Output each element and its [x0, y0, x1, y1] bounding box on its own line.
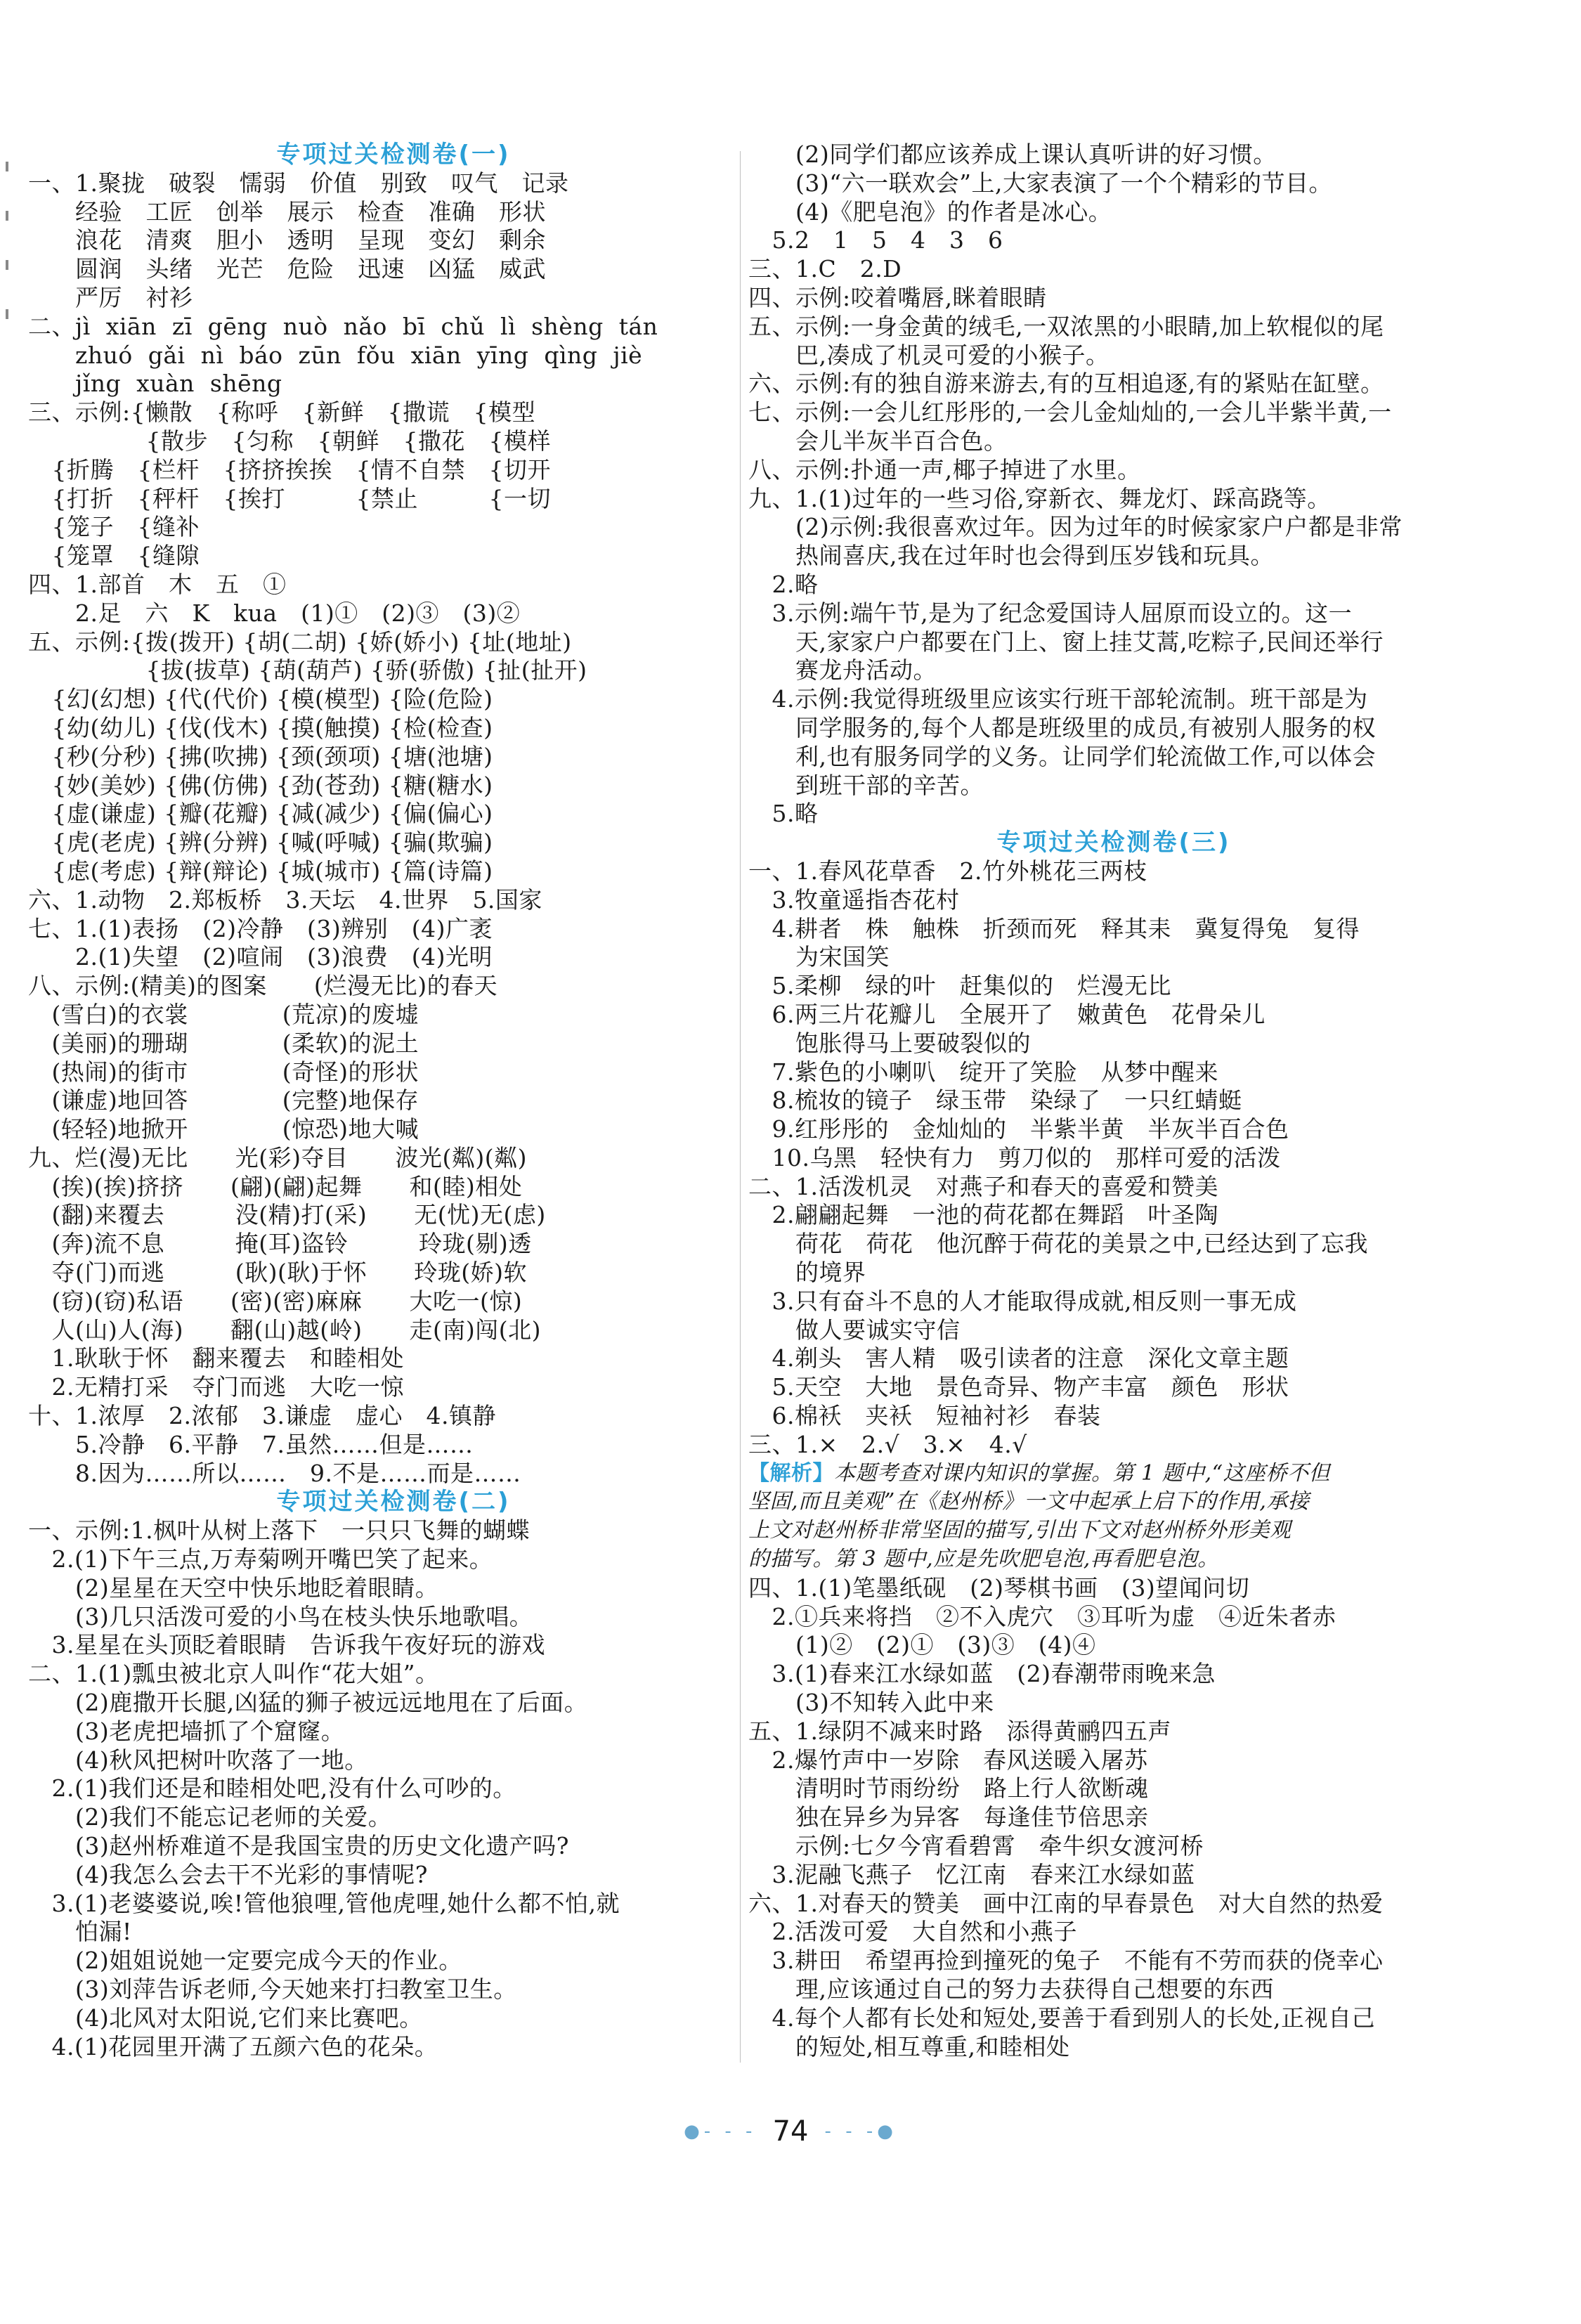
- answer-line: 八、示例:扑通一声,椰子掉进了水里。: [748, 455, 1141, 483]
- section-heading: 专项过关检测卷(二): [276, 1488, 511, 1517]
- section-heading: 专项过关检测卷(三): [996, 829, 1231, 857]
- answer-line: 十、1.浓厚 2.浓郁 3.谦虚 虚心 4.镇静: [28, 1402, 496, 1430]
- answer-line: 六、示例:有的独自游来游去,有的互相追逐,有的紧贴在缸壁。: [748, 370, 1384, 398]
- answer-line: 1.耿耿于怀 翻来覆去 和睦相处: [28, 1344, 404, 1372]
- answer-line: (2)星星在天空中快乐地眨着眼睛。: [28, 1573, 439, 1602]
- answer-line: 夺(门)而逃 (耿)(耿)于怀 玲珑(娇)软: [28, 1259, 527, 1287]
- answer-line: 8.梳妆的镜子 绿玉带 染绿了 一只红蜻蜓: [748, 1086, 1242, 1115]
- answer-line: 3.耕田 希望再捡到撞死的兔子 不能有不劳而获的侥幸心: [748, 1947, 1384, 1975]
- page-footer: [0, 2115, 1581, 2148]
- answer-line: 3.星星在头顶眨着眼睛 告诉我午夜好玩的游戏: [28, 1631, 545, 1659]
- answer-line: (3)不知转入此中来: [748, 1689, 994, 1717]
- answer-line: 4.每个人都有长处和短处,要善于看到别人的长处,正视自己: [748, 2004, 1375, 2032]
- answer-line: (4)我怎么会去干不光彩的事情呢?: [28, 1860, 428, 1888]
- answer-line: 的短处,相互尊重,和睦相处: [748, 2032, 1070, 2060]
- answer-line: (3)老虎把墙抓了个窟窿。: [28, 1717, 345, 1745]
- answer-line: 做人要诚实守信: [748, 1316, 961, 1344]
- answer-line: 怕漏!: [28, 1918, 132, 1946]
- answer-line: 5.冷静 6.平静 7.虽然……但是……: [28, 1430, 474, 1458]
- answer-line: jǐng xuàn shēng: [28, 370, 282, 398]
- answer-line: 九、烂(漫)无比 光(彩)夺目 波光(粼)(粼): [28, 1143, 527, 1171]
- answer-line: 2.略: [748, 570, 819, 598]
- answer-line: 五、示例:一身金黄的绒毛,一双浓黑的小眼睛,加上软棍似的尾: [748, 312, 1384, 340]
- answer-line: 2.活泼可爱 大自然和小燕子: [748, 1918, 1077, 1946]
- answer-line: (1)② (2)① (3)③ (4)④: [748, 1631, 1096, 1659]
- analysis-note-line: [748, 1517, 1479, 1545]
- answer-line: (3)“六一联欢会”上,大家表演了一个个精彩的节目。: [748, 169, 1332, 197]
- analysis-note-line: [748, 1545, 1479, 1574]
- column-divider: [740, 151, 741, 2063]
- answer-line: {妙(美妙) {佛(仿佛) {劲(苍劲) {糖(糖水): [28, 771, 493, 799]
- answer-line: 4.耕者 株 触株 折颈而死 释其耒 冀复得兔 复得: [748, 914, 1360, 942]
- answer-line: 6.两三片花瓣儿 全展开了 嫩黄色 花骨朵儿: [748, 1000, 1266, 1028]
- answer-line: 五、示例:{拨(拨开) {胡(二胡) {娇(娇小) {址(地址): [28, 628, 572, 656]
- answer-line: (4)《肥皂泡》的作者是冰心。: [748, 197, 1112, 226]
- footer-right-ornament: - - -●: [824, 2121, 897, 2142]
- answer-line: 的境界: [748, 1259, 866, 1287]
- answer-line: 六、1.动物 2.郑板桥 3.天坛 4.世界 5.国家: [28, 885, 542, 914]
- analysis-text: 坚固,而且美观”在《赵州桥》一文中起承上启下的作用,承接: [748, 1489, 1310, 1514]
- answer-line: {秒(分秒) {拂(吹拂) {颈(颈项) {塘(池塘): [28, 742, 493, 770]
- answer-line: 八、示例:(精美)的图案 (烂漫无比)的春天: [28, 972, 498, 1000]
- answer-line: 二、jì xiān zī gēng nuò nǎo bī chǔ lì shèng tán: [28, 312, 658, 340]
- answer-line: 6.棉袄 夹袄 短袖衬衫 春装: [748, 1402, 1101, 1430]
- answer-line: 8.因为……所以…… 9.不是……而是……: [28, 1459, 521, 1487]
- answer-line: 到班干部的辛苦。: [748, 771, 984, 799]
- answer-line: (4)北风对太阳说,它们来比赛吧。: [28, 2004, 423, 2032]
- analysis-note-line: [748, 1488, 1479, 1517]
- answer-line: 四、1.部首 木 五 ①: [28, 570, 287, 598]
- answer-line: 4.示例:我觉得班级里应该实行班干部轮流制。班干部是为: [748, 685, 1368, 713]
- answer-line: 2.无精打采 夺门而逃 大吃一惊: [28, 1373, 404, 1401]
- answer-line: (谦虚)地回答 (完整)地保存: [28, 1086, 419, 1115]
- answer-line: 一、示例:1.枫叶从树上落下 一只只飞舞的蝴蝶: [28, 1517, 531, 1545]
- answer-line: (奔)流不息 掩(耳)盗铃 玲珑(剔)透: [28, 1230, 532, 1258]
- answer-line: 六、1.对春天的赞美 画中江南的早春景色 对大自然的热爱: [748, 1889, 1384, 1917]
- answer-line: 九、1.(1)过年的一些习俗,穿新衣、舞龙灯、踩高跷等。: [748, 484, 1331, 512]
- answer-line: (2)我们不能忘记老师的关爱。: [28, 1803, 392, 1831]
- answer-line: 独在异乡为异客 每逢佳节倍思亲: [748, 1803, 1149, 1831]
- answer-line: 五、1.绿阴不减来时路 添得黄鹂四五声: [748, 1717, 1171, 1745]
- analysis-text: 本题考查对课内知识的掌握。第 1 题中,“这座桥不但: [834, 1460, 1331, 1486]
- answer-line: 2.爆竹声中一岁除 春风送暖入屠苏: [748, 1746, 1148, 1774]
- answer-line: 10.乌黑 轻快有力 剪刀似的 那样可爱的活泼: [748, 1143, 1281, 1171]
- answer-line: 二、1.(1)瓢虫被北京人叫作“花大姐”。: [28, 1660, 439, 1688]
- answer-line: 巴,凑成了机灵可爱的小猴子。: [748, 341, 1110, 369]
- answer-line: 理,应该通过自己的努力去获得自己想要的东西: [748, 1975, 1274, 2003]
- answer-line: 5.天空 大地 景色奇异、物产丰富 颜色 形状: [748, 1373, 1289, 1401]
- answer-line: 二、1.活泼机灵 对燕子和春天的喜爱和赞美: [748, 1172, 1218, 1200]
- answer-line: 一、1.春风花草香 2.竹外桃花三两枝: [748, 857, 1147, 885]
- answer-line: 3.示例:端午节,是为了纪念爱国诗人屈原而设立的。这一: [748, 599, 1353, 627]
- answer-line: {笼子 {缝补: [28, 513, 200, 541]
- answer-line: 3.牧童遥指杏花村: [748, 885, 960, 914]
- answer-line: (2)姐姐说她一定要完成今天的作业。: [28, 1947, 462, 1975]
- answer-line: 4.(1)花园里开满了五颜六色的花朵。: [28, 2032, 438, 2060]
- section-heading: 专项过关检测卷(一): [276, 141, 511, 169]
- analysis-tag: 【解析】: [748, 1460, 834, 1486]
- answer-line: 利,也有服务同学的义务。让同学们轮流做工作,可以体会: [748, 742, 1376, 770]
- answer-line: 七、示例:一会儿红彤彤的,一会儿金灿灿的,一会儿半紫半黄,一: [748, 398, 1392, 427]
- page-number: 74: [772, 2115, 809, 2148]
- answer-line: (2)鹿撒开长腿,凶猛的狮子被远远地甩在了后面。: [28, 1689, 588, 1717]
- footer-left-ornament: ●- - -: [684, 2121, 757, 2142]
- answer-line: 2.①兵来将挡 ②不入虎穴 ③耳听为虚 ④近朱者赤: [748, 1602, 1336, 1630]
- answer-line: (美丽)的珊瑚 (柔软)的泥土: [28, 1029, 419, 1057]
- answer-line: {虚(谦虚) {瓣(花瓣) {减(减少) {偏(偏心): [28, 800, 493, 828]
- answer-line: 七、1.(1)表扬 (2)冷静 (3)辨别 (4)广袤: [28, 914, 493, 942]
- answer-line: 会儿半灰半百合色。: [748, 427, 1008, 455]
- answer-line: 为宋国笑: [748, 943, 890, 971]
- answer-line: 严厉 衬衫: [28, 283, 193, 311]
- answer-line: 天,家家户户都要在门上、窗上挂艾蒿,吃粽子,民间还举行: [748, 628, 1384, 656]
- answer-line: (3)几只活泼可爱的小鸟在枝头快乐地歌唱。: [28, 1602, 533, 1630]
- answer-line: 四、1.(1)笔墨纸砚 (2)琴棋书画 (3)望闻问切: [748, 1573, 1250, 1602]
- answer-line: 三、示例:{懒散 {称呼 {新鲜 {撒谎 {模型: [28, 398, 536, 427]
- answer-line: 2.翩翩起舞 一池的荷花都在舞蹈 叶圣陶: [748, 1201, 1218, 1229]
- answer-line: (挨)(挨)挤挤 (翩)(翩)起舞 和(睦)相处: [28, 1172, 523, 1200]
- answer-line: {虑(考虑) {辩(辩论) {城(城市) {篇(诗篇): [28, 857, 493, 885]
- answer-line: {拔(拔草) {葫(葫芦) {骄(骄傲) {扯(扯开): [28, 656, 587, 684]
- answer-line: 3.泥融飞燕子 忆江南 春来江水绿如蓝: [748, 1860, 1195, 1888]
- answer-line: 清明时节雨纷纷 路上行人欲断魂: [748, 1774, 1149, 1803]
- answer-line: 9.红彤彤的 金灿灿的 半紫半黄 半灰半百合色: [748, 1115, 1289, 1143]
- answer-line: 5.2 1 5 4 3 6: [748, 226, 1003, 254]
- answer-line: 浪花 清爽 胆小 透明 呈现 变幻 剩余: [28, 226, 546, 254]
- answer-line: 一、1.聚拢 破裂 懦弱 价值 别致 叹气 记录: [28, 169, 569, 197]
- answer-line: (4)秋风把树叶吹落了一地。: [28, 1746, 368, 1774]
- answer-line: {笼罩 {缝隙: [28, 542, 200, 570]
- answer-line: {折腾 {栏杆 {挤挤挨挨 {情不自禁 {切开: [28, 455, 551, 483]
- answer-column-right: [748, 141, 1479, 2061]
- answer-line: {打折 {秤杆 {挨打 {禁止 {一切: [28, 484, 551, 512]
- answer-line: 饱胀得马上要破裂似的: [748, 1029, 1031, 1057]
- answer-line: 5.柔柳 绿的叶 赶集似的 烂漫无比: [748, 972, 1171, 1000]
- answer-line: (雪白)的衣裳 (荒凉)的废墟: [28, 1000, 419, 1028]
- answer-line: {幻(幻想) {代(代价) {模(模型) {险(危险): [28, 685, 493, 713]
- answer-line: 3.只有奋斗不息的人才能取得成就,相反则一事无成: [748, 1287, 1297, 1315]
- answer-line: 3.(1)老婆婆说,唉!管他狼哩,管他虎哩,她什么都不怕,就: [28, 1889, 620, 1917]
- answer-line: 人(山)人(海) 翻(山)越(岭) 走(南)闯(北): [28, 1316, 541, 1344]
- answer-line: 4.剃头 害人精 吸引读者的注意 深化文章主题: [748, 1344, 1289, 1372]
- answer-line: 经验 工匠 创举 展示 检查 准确 形状: [28, 197, 546, 226]
- answer-line: {虎(老虎) {辨(分辨) {喊(呼喊) {骗(欺骗): [28, 829, 493, 857]
- answer-line: {散步 {匀称 {朝鲜 {撒花 {模样: [28, 427, 551, 455]
- answer-line: 2.(1)失望 (2)喧闹 (3)浪费 (4)光明: [28, 943, 493, 971]
- answer-line: 示例:七夕今宵看碧霄 牵牛织女渡河桥: [748, 1832, 1204, 1860]
- binding-edge-marks: [6, 162, 10, 323]
- answer-line: 7.紫色的小喇叭 绽开了笑脸 从梦中醒来: [748, 1058, 1218, 1086]
- answer-line: 赛龙舟活动。: [748, 656, 937, 684]
- answer-line: 同学服务的,每个人都是班级里的成员,有被别人服务的权: [748, 713, 1376, 741]
- answer-line: (热闹)的街市 (奇怪)的形状: [28, 1058, 419, 1086]
- answer-line: (2)示例:我很喜欢过年。因为过年的时候家家户户都是非常: [748, 513, 1403, 541]
- answer-line: (轻轻)地掀开 (惊恐)地大喊: [28, 1115, 419, 1143]
- analysis-text: 的描写。第 3 题中,应是先吹肥皂泡,再看肥皂泡。: [748, 1547, 1219, 1572]
- answer-line: 三、1.× 2.√ 3.× 4.√: [748, 1430, 1027, 1458]
- answer-line: (翻)来覆去 没(精)打(采) 无(忧)无(虑): [28, 1201, 546, 1229]
- analysis-note-line: [748, 1460, 1479, 1488]
- answer-line: (窃)(窃)私语 (密)(密)麻麻 大吃一(惊): [28, 1287, 523, 1315]
- answer-line: zhuó gǎi nì báo zūn fǒu xiān yīng qìng jiè: [28, 341, 643, 369]
- answer-line: (2)同学们都应该养成上课认真听讲的好习惯。: [748, 141, 1277, 168]
- answer-line: 荷花 荷花 他沉醉于荷花的美景之中,已经达到了忘我: [748, 1230, 1368, 1258]
- answer-line: (3)刘萍告诉老师,今天她来打扫教室卫生。: [28, 1975, 517, 2003]
- answer-line: 2.(1)我们还是和睦相处吧,没有什么可吵的。: [28, 1774, 516, 1803]
- analysis-text: 上文对赵州桥非常坚固的描写,引出下文对赵州桥外形美观: [748, 1518, 1292, 1543]
- answer-line: (3)赵州桥难道不是我国宝贵的历史文化遗产吗?: [28, 1832, 569, 1860]
- answer-line: 三、1.C 2.D: [748, 255, 902, 283]
- answer-line: 2.(1)下午三点,万寿菊咧开嘴巴笑了起来。: [28, 1545, 493, 1573]
- answer-line: {幼(幼儿) {伐(伐木) {摸(触摸) {检(检查): [28, 713, 493, 741]
- answer-line: 3.(1)春来江水绿如蓝 (2)春潮带雨晚来急: [748, 1660, 1216, 1688]
- answer-line: 热闹喜庆,我在过年时也会得到压岁钱和玩具。: [748, 542, 1274, 570]
- answer-line: 5.略: [748, 800, 819, 828]
- answer-line: 2.足 六 K kua (1)① (2)③ (3)②: [28, 599, 521, 627]
- answer-line: 四、示例:咬着嘴唇,眯着眼睛: [748, 283, 1047, 311]
- answer-line: 圆润 头绪 光芒 危险 迅速 凶猛 威武: [28, 255, 546, 283]
- answer-column-left: [28, 141, 759, 2061]
